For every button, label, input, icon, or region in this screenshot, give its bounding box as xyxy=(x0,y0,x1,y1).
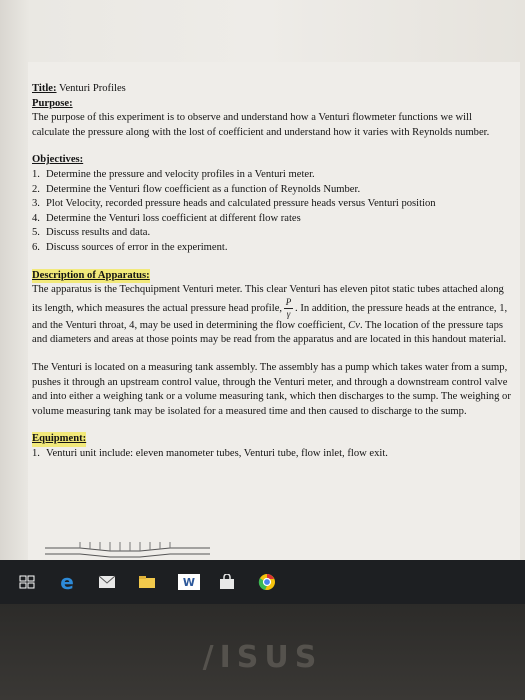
list-item xyxy=(32,447,512,462)
chrome-icon[interactable] xyxy=(254,569,280,595)
task-view-icon[interactable] xyxy=(14,569,40,595)
edge-icon[interactable]: e xyxy=(60,570,74,594)
purpose-section xyxy=(32,97,512,141)
windows-taskbar xyxy=(0,560,525,604)
purpose-heading: Purpose: xyxy=(32,97,73,109)
title-text: Venturi Profiles xyxy=(59,83,126,94)
list-text: Discuss sources of error in the experiment. xyxy=(46,241,228,253)
list-text: Determine the Venturi loss coefficient at different flow rates xyxy=(46,212,301,224)
objectives-heading: Objectives: xyxy=(32,154,84,166)
word-icon[interactable] xyxy=(178,574,200,590)
equipment-heading: Equipment: xyxy=(32,432,86,447)
list-number: 1. xyxy=(32,168,40,180)
apparatus-text-part: . In addition, the pressure heads at the entrance, 1, and the Venturi throat, 4, may be used in determining the flow coefficient, xyxy=(32,302,508,331)
title-label: Title: xyxy=(32,83,57,94)
objectives-section xyxy=(32,153,512,255)
venturi-diagram-image xyxy=(40,540,230,560)
list-number: 1. xyxy=(32,447,40,459)
list-number: 4. xyxy=(32,212,40,224)
store-icon[interactable] xyxy=(214,569,240,595)
list-item xyxy=(32,197,512,212)
list-text: Determine the Venturi flow coefficient as a function of Reynolds Number. xyxy=(46,183,361,195)
objectives-list xyxy=(32,168,512,256)
list-text: Plot Velocity, recorded pressure heads and calculated pressure heads versus Venturi position xyxy=(46,198,436,210)
file-explorer-icon[interactable] xyxy=(134,569,160,595)
list-number: 2. xyxy=(32,183,40,195)
list-number: 3. xyxy=(32,198,40,210)
list-number: 5. xyxy=(32,227,40,239)
purpose-text: The purpose of this experiment is to observe and understand how a Venturi flowmeter functions we will calculate the pressure along with the lost of coefficient and understand how it varies with Reynolds number. xyxy=(32,112,490,138)
title-line xyxy=(32,82,512,97)
location-text: The Venturi is located on a measuring tank assembly. The assembly has a pump which takes water from a sump, pushes it through an upstream control value, through the Venturi meter, and through a downstream control valve and into either a weighing tank or a volume measuring tank, which then discharges to the sump. The weighing or volume measuring tank may be isolated for a measured time and then caused to discharge to the sump. xyxy=(32,361,511,417)
list-item xyxy=(32,183,512,198)
list-number: 6. xyxy=(32,241,40,253)
fraction-numerator: P xyxy=(285,296,292,307)
document-body xyxy=(32,82,512,461)
list-item xyxy=(32,241,512,256)
mail-icon[interactable] xyxy=(94,569,120,595)
apparatus-text-part: The apparatus is the Techquipment Venturi meter. This clear Venturi has eleven pitot static tubes attached along its length, which measures the actual pressure head profile, xyxy=(32,284,504,314)
apparatus-text-part: . The location of the pressure taps and diameters and areas at those points may be read from the apparatus and are located in this handout material. xyxy=(32,319,507,346)
brand-logo: /ISUS xyxy=(202,640,323,675)
list-text: Discuss results and data. xyxy=(46,227,151,239)
list-text: Determine the pressure and velocity profiles in a Venturi meter. xyxy=(46,168,315,180)
equipment-list xyxy=(32,447,512,462)
fraction-denominator: γ xyxy=(286,308,291,319)
flow-coefficient-symbol: Cv xyxy=(348,319,360,331)
location-section xyxy=(32,361,512,419)
list-text: Venturi unit include: eleven manometer tubes, Venturi tube, flow inlet, flow exit. xyxy=(46,447,388,459)
list-item xyxy=(32,168,512,183)
list-item xyxy=(32,226,512,241)
apparatus-heading: Description of Apparatus: xyxy=(32,269,150,284)
apparatus-text xyxy=(32,283,512,348)
equipment-section xyxy=(32,432,512,461)
pressure-head-fraction xyxy=(284,298,293,319)
list-item xyxy=(32,212,512,227)
word-icon-label: W xyxy=(182,575,196,589)
apparatus-section xyxy=(32,269,512,348)
